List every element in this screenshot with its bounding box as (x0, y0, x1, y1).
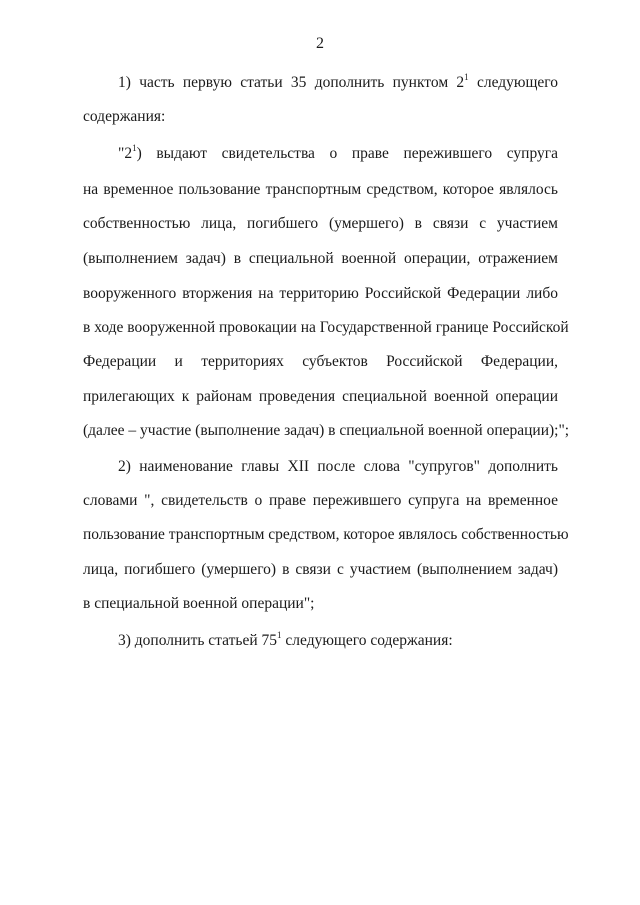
item3-line1 (118, 631, 558, 651)
item1-line1 (118, 73, 558, 93)
quote-line1 (118, 144, 558, 164)
quote-line: вооруженного вторжения на территорию Российской Федерации либо (83, 285, 558, 302)
item2-line: пользование транспортным средством, которое являлось собственностью (83, 526, 569, 543)
item3-superscript: 1 (277, 630, 282, 640)
quote-line: собственностью лица, погибшего (умершего) в связи с участием (83, 215, 558, 232)
quote-line-last: (далее – участие (выполнение задач) в специальной военной операции);"; (83, 422, 570, 439)
quote-line: в ходе вооруженной провокации на Государственной границе Российской (83, 319, 569, 336)
quote-line: (выполнением задач) в специальной военной операции, отражением (83, 250, 558, 267)
item1-line2: содержания: (83, 108, 166, 125)
item1-text-b: следующего (468, 74, 558, 91)
item3-text-a: 3) дополнить статьей 75 (118, 632, 278, 649)
item3-text-b: следующего содержания: (281, 632, 453, 649)
quote-superscript: 1 (132, 143, 137, 153)
item1-superscript: 1 (464, 72, 469, 82)
page-number: 2 (316, 35, 324, 52)
item2-line: словами ", свидетельств о праве пережившего супруга на временное (83, 492, 558, 509)
quote-line: на временное пользование транспортным средством, которое являлось (83, 181, 558, 198)
quote-line: Федерации и территориях субъектов Российской Федерации, (83, 353, 558, 370)
item2-line-last: в специальной военной операции"; (83, 595, 315, 612)
item2-line1: 2) наименование главы XII после слова "супругов" дополнить (118, 458, 558, 475)
quote-line: прилегающих к районам проведения специальной военной операции (83, 388, 558, 405)
quote-text-b: ) выдают свидетельства о праве пережившего супруга (136, 145, 558, 162)
quote-text-a: "2 (118, 145, 133, 162)
item1-text-a: 1) часть первую статьи 35 дополнить пунктом 2 (118, 74, 465, 91)
item2-line: лица, погибшего (умершего) в связи с участием (выполнением задач) (83, 561, 558, 578)
